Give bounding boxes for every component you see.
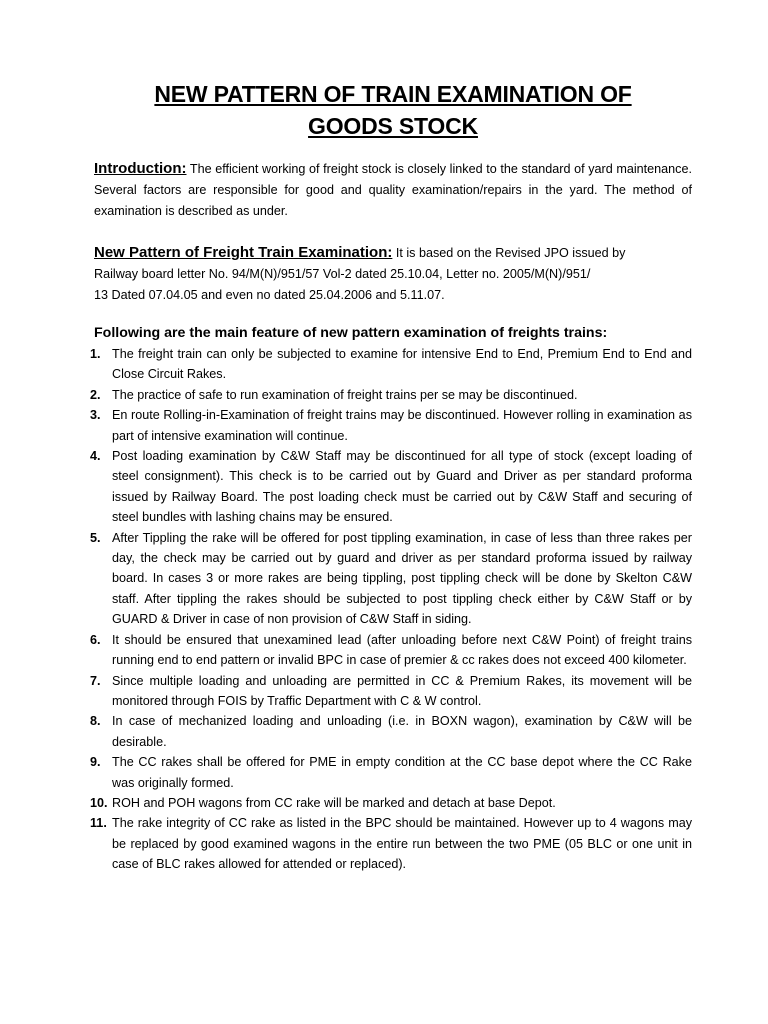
introduction-paragraph xyxy=(94,158,692,222)
features-list xyxy=(90,344,692,875)
new-pattern-paragraph xyxy=(94,242,692,306)
feature-number: 9. xyxy=(90,755,101,770)
title-line-1: NEW PATTERN OF TRAIN EXAMINATION OF xyxy=(154,81,632,107)
feature-text: It should be ensured that unexamined lead (after unloading before next C&W Point) of freight trains running end to end pattern or invalid BPC in case of premier & cc rakes does not exceed 400 kilometer. xyxy=(112,632,692,668)
new-pattern-text-2: Railway board letter No. 94/M(N)/951/57 Vol-2 dated 25.10.04, Letter no. 2005/M(N)/951/ xyxy=(94,267,591,281)
feature-text: The freight train can only be subjected to examine for intensive End to End, Premium End to End and Close Circuit Rakes. xyxy=(112,347,692,382)
feature-item-7 xyxy=(90,671,692,712)
feature-number: 8. xyxy=(90,714,101,729)
feature-number: 1. xyxy=(90,347,101,361)
new-pattern-label: New Pattern of Freight Train Examination: xyxy=(94,244,393,261)
feature-item-4 xyxy=(90,446,692,528)
feature-item-11 xyxy=(90,813,692,874)
page-title xyxy=(94,78,692,142)
feature-number: 2. xyxy=(90,387,101,402)
new-pattern-text-1: It is based on the Revised JPO issued by xyxy=(395,246,626,260)
feature-text: ROH and POH wagons from CC rake will be marked and detach at base Depot. xyxy=(112,795,556,810)
feature-number: 11. xyxy=(90,816,107,831)
feature-text: The CC rakes shall be offered for PME in empty condition at the CC base depot where the CC Rake was originally formed. xyxy=(112,755,692,790)
feature-text: The practice of safe to run examination of freight trains per se may be discontinued. xyxy=(112,387,578,402)
feature-item-10 xyxy=(90,793,692,813)
feature-item-6 xyxy=(90,630,692,671)
feature-text: In case of mechanized loading and unloading (i.e. in BOXN wagon), examination by C&W will be desirable. xyxy=(112,714,692,749)
feature-item-9 xyxy=(90,752,692,793)
feature-text: After Tippling the rake will be offered for post tippling examination, in case of less than three rakes per day, the check may be carried out by guard and driver as per standard proforma issued by railway board. In cases 3 or more rakes are being tippling, post tippling check will be done by Skelton C&W staff. After tippling the rakes should be subjected to post tippling check either by C&W Staff or by GUARD & Driver in case of non provision of C&W Staff in siding. xyxy=(112,530,692,627)
feature-text: Since multiple loading and unloading are permitted in CC & Premium Rakes, its movement will be monitored through FOIS by Traffic Department with C & W control. xyxy=(112,673,692,708)
feature-item-2 xyxy=(90,385,692,405)
title-line-2: GOODS STOCK xyxy=(308,113,478,139)
feature-item-5 xyxy=(90,528,692,630)
features-heading: Following are the main feature of new pattern examination of freights trains: xyxy=(94,325,608,341)
feature-number: 7. xyxy=(90,673,101,688)
feature-number: 4. xyxy=(90,449,101,464)
feature-text: Post loading examination by C&W Staff may be discontinued for all type of stock (except loading of steel consignment). This check is to be carried out by Guard and Driver as per standard proforma issued by Railway Board. The post loading check must be carried out by C&W Staff and securing of steel bundles with lashing chains may be ensured. xyxy=(112,449,692,525)
introduction-label: Introduction: xyxy=(94,160,187,177)
feature-number: 6. xyxy=(90,632,101,647)
new-pattern-text-3: 13 Dated 07.04.05 and even no dated 25.04.2006 and 5.11.07. xyxy=(94,288,445,302)
feature-item-1 xyxy=(90,344,692,385)
feature-number: 3. xyxy=(90,408,101,423)
feature-item-8 xyxy=(90,711,692,752)
feature-text: The rake integrity of CC rake as listed in the BPC should be maintained. However up to 4 wagons may be replaced by good examined wagons in the entire run between the two PME (05 BLC or one unit in case of BLC rakes allowed for attended or replaced). xyxy=(112,816,692,872)
feature-number: 10. xyxy=(90,795,108,810)
feature-text: En route Rolling-in-Examination of freight trains may be discontinued. However rolling in examination as part of intensive examination will continue. xyxy=(112,408,692,443)
feature-item-3 xyxy=(90,405,692,446)
feature-number: 5. xyxy=(90,530,101,545)
introduction-text: The efficient working of freight stock is closely linked to the standard of yard maintenance. Several factors are responsible for good and quality examination/repairs in the yard. The method of examination is described as under. xyxy=(94,162,692,218)
